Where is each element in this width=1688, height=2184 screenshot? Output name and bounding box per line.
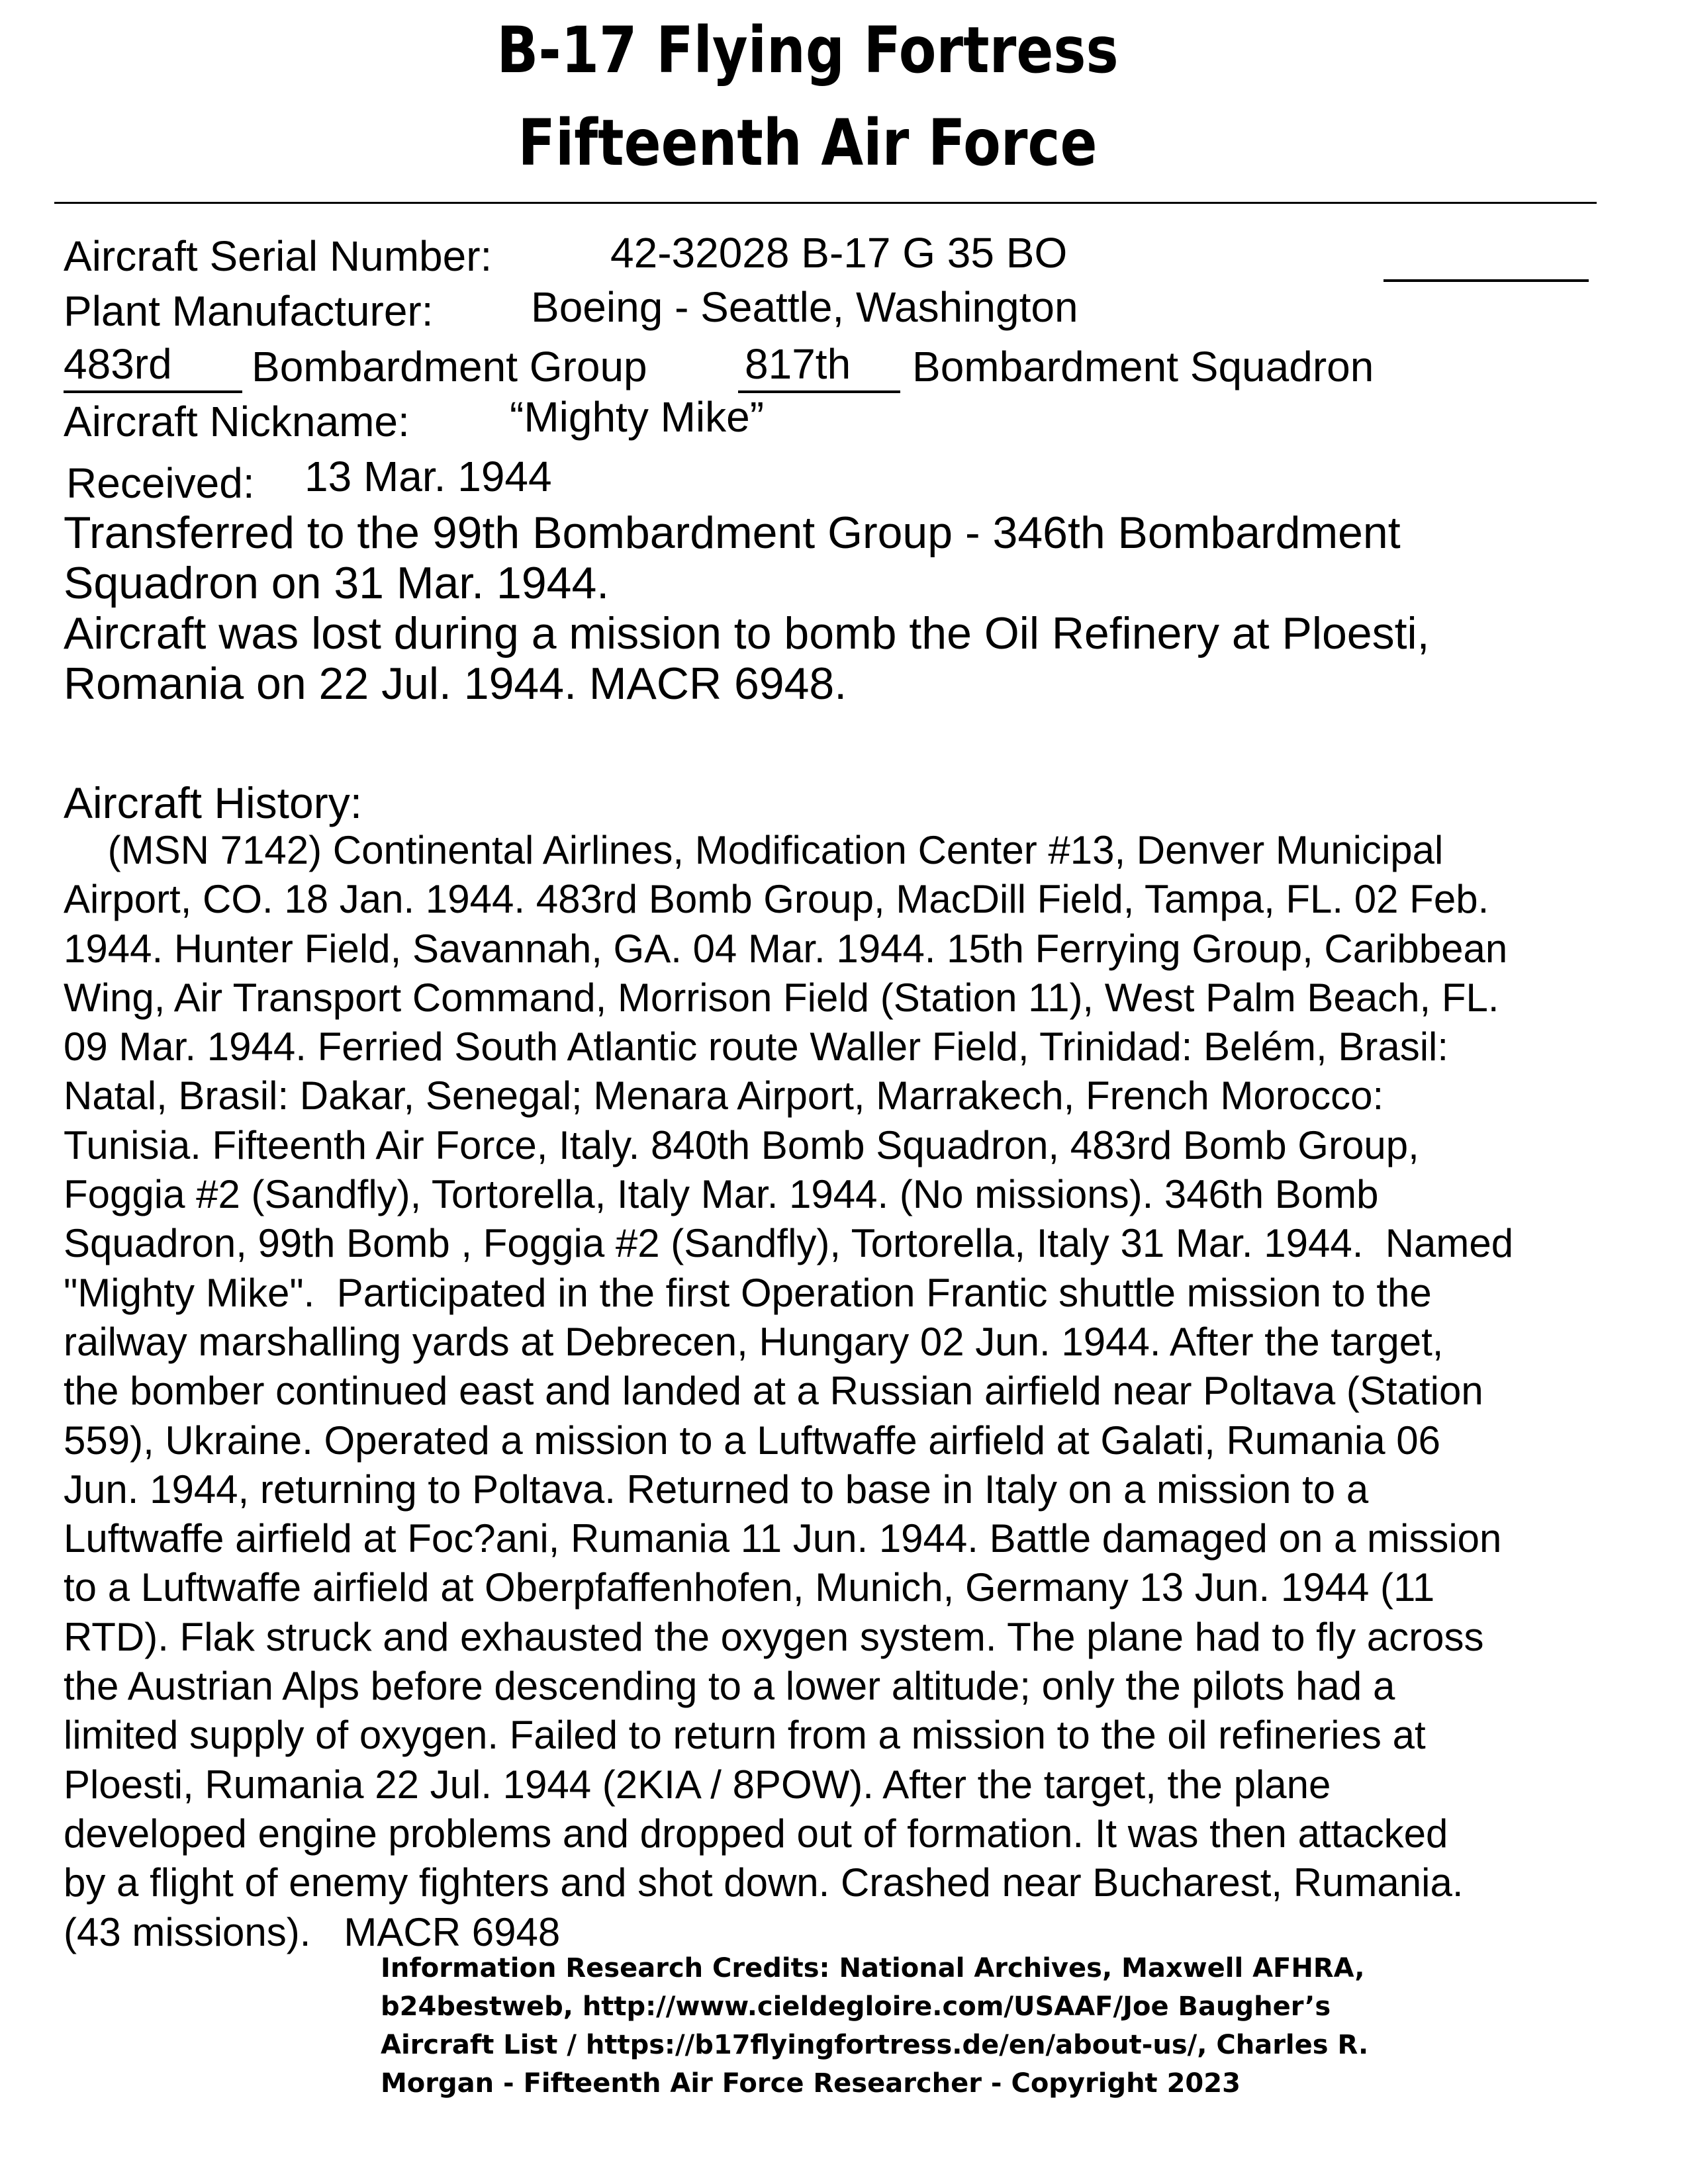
received-value: 13 Mar. 1944	[305, 453, 552, 500]
serial-number-label: Aircraft Serial Number:	[64, 232, 492, 280]
credits-line: b24bestweb, http://www.cieldegloire.com/USAAF/Joe Baugher’s	[381, 1991, 1331, 2022]
history-line: the Austrian Alps before descending to a lower altitude; only the pilots had a	[64, 1664, 1395, 1709]
history-line: (MSN 7142) Continental Airlines, Modification Center #13, Denver Municipal	[64, 828, 1444, 872]
history-line: Squadron, 99th Bomb , Foggia #2 (Sandfly), Tortorella, Italy 31 Mar. 1944. Named	[64, 1221, 1514, 1266]
history-line: Jun. 1944, returning to Poltava. Returned to base in Italy on a mission to a	[64, 1467, 1369, 1512]
serial-number-value: 42-32028 B-17 G 35 BO	[610, 229, 1068, 277]
summary-line: Romania on 22 Jul. 1944. MACR 6948.	[64, 659, 847, 709]
history-line: 1944. Hunter Field, Savannah, GA. 04 Mar. 1944. 15th Ferrying Group, Caribbean	[64, 926, 1508, 971]
nickname-label: Aircraft Nickname:	[64, 398, 410, 445]
research-credits	[381, 1949, 1368, 2103]
summary-paragraph	[64, 508, 1606, 709]
history-line: Airport, CO. 18 Jan. 1944. 483rd Bomb Group, MacDill Field, Tampa, FL. 02 Feb.	[64, 877, 1489, 922]
serial-blank-line	[1383, 279, 1589, 282]
history-line: Ploesti, Rumania 22 Jul. 1944 (2KIA / 8POW). After the target, the plane	[64, 1762, 1331, 1807]
plant-manufacturer-label: Plant Manufacturer:	[64, 287, 434, 335]
history-paragraph	[64, 826, 1679, 1957]
history-line: to a Luftwaffe airfield at Oberpfaffenhofen, Munich, Germany 13 Jun. 1944 (11	[64, 1565, 1435, 1610]
bomb-squadron-value: 817th	[745, 340, 851, 388]
summary-line: Squadron on 31 Mar. 1944.	[64, 558, 610, 608]
history-line: railway marshalling yards at Debrecen, Hungary 02 Jun. 1944. After the target,	[64, 1319, 1444, 1364]
credits-line: Information Research Credits: National Archives, Maxwell AFHRA,	[381, 1953, 1365, 1983]
history-line: Foggia #2 (Sandfly), Tortorella, Italy Mar. 1944. (No missions). 346th Bomb	[64, 1172, 1379, 1217]
summary-line: Transferred to the 99th Bombardment Group - 346th Bombardment	[64, 508, 1401, 558]
history-line: 09 Mar. 1944. Ferried South Atlantic route Waller Field, Trinidad: Belém, Brasil:	[64, 1024, 1449, 1069]
history-line: by a flight of enemy fighters and shot down. Crashed near Bucharest, Rumania.	[64, 1860, 1464, 1905]
history-line: Tunisia. Fifteenth Air Force, Italy. 840th Bomb Squadron, 483rd Bomb Group,	[64, 1122, 1419, 1167]
nickname-value: “Mighty Mike”	[510, 393, 765, 441]
credits-line: Aircraft List / https://b17flyingfortress.de/en/about-us/, Charles R.	[381, 2030, 1369, 2060]
history-line: Luftwaffe airfield at Foc?ani, Rumania 11 Jun. 1944. Battle damaged on a mission	[64, 1516, 1502, 1561]
page-title-line-2: Fifteenth Air Force	[518, 106, 1098, 180]
bomb-squadron-label: Bombardment Squadron	[912, 343, 1374, 390]
page-title-line-1: B-17 Flying Fortress	[496, 13, 1119, 87]
history-line: (43 missions). MACR 6948	[64, 1909, 561, 1954]
history-line: limited supply of oxygen. Failed to return from a mission to the oil refineries at	[64, 1713, 1426, 1758]
history-line: developed engine problems and dropped out of formation. It was then attacked	[64, 1811, 1448, 1856]
history-line: Wing, Air Transport Command, Morrison Field (Station 11), West Palm Beach, FL.	[64, 975, 1499, 1020]
credits-line: Morgan - Fifteenth Air Force Researcher - Copyright 2023	[381, 2068, 1241, 2099]
title-divider	[54, 202, 1597, 204]
bomb-group-label: Bombardment Group	[252, 343, 647, 390]
history-line: RTD). Flak struck and exhausted the oxygen system. The plane had to fly across	[64, 1614, 1484, 1659]
history-line: Natal, Brasil: Dakar, Senegal; Menara Airport, Marrakech, French Morocco:	[64, 1073, 1384, 1118]
bomb-group-underline	[64, 390, 242, 393]
history-line: the bomber continued east and landed at a Russian airfield near Poltava (Station	[64, 1369, 1483, 1414]
summary-line: Aircraft was lost during a mission to bomb the Oil Refinery at Ploesti,	[64, 608, 1430, 659]
history-line: "Mighty Mike". Participated in the first Operation Frantic shuttle mission to the	[64, 1270, 1432, 1315]
plant-manufacturer-value: Boeing - Seattle, Washington	[531, 283, 1078, 331]
bomb-group-value: 483rd	[64, 340, 172, 388]
history-line: 559), Ukraine. Operated a mission to a Luftwaffe airfield at Galati, Rumania 06	[64, 1418, 1440, 1463]
history-heading: Aircraft History:	[64, 778, 363, 827]
received-label: Received:	[66, 459, 255, 507]
